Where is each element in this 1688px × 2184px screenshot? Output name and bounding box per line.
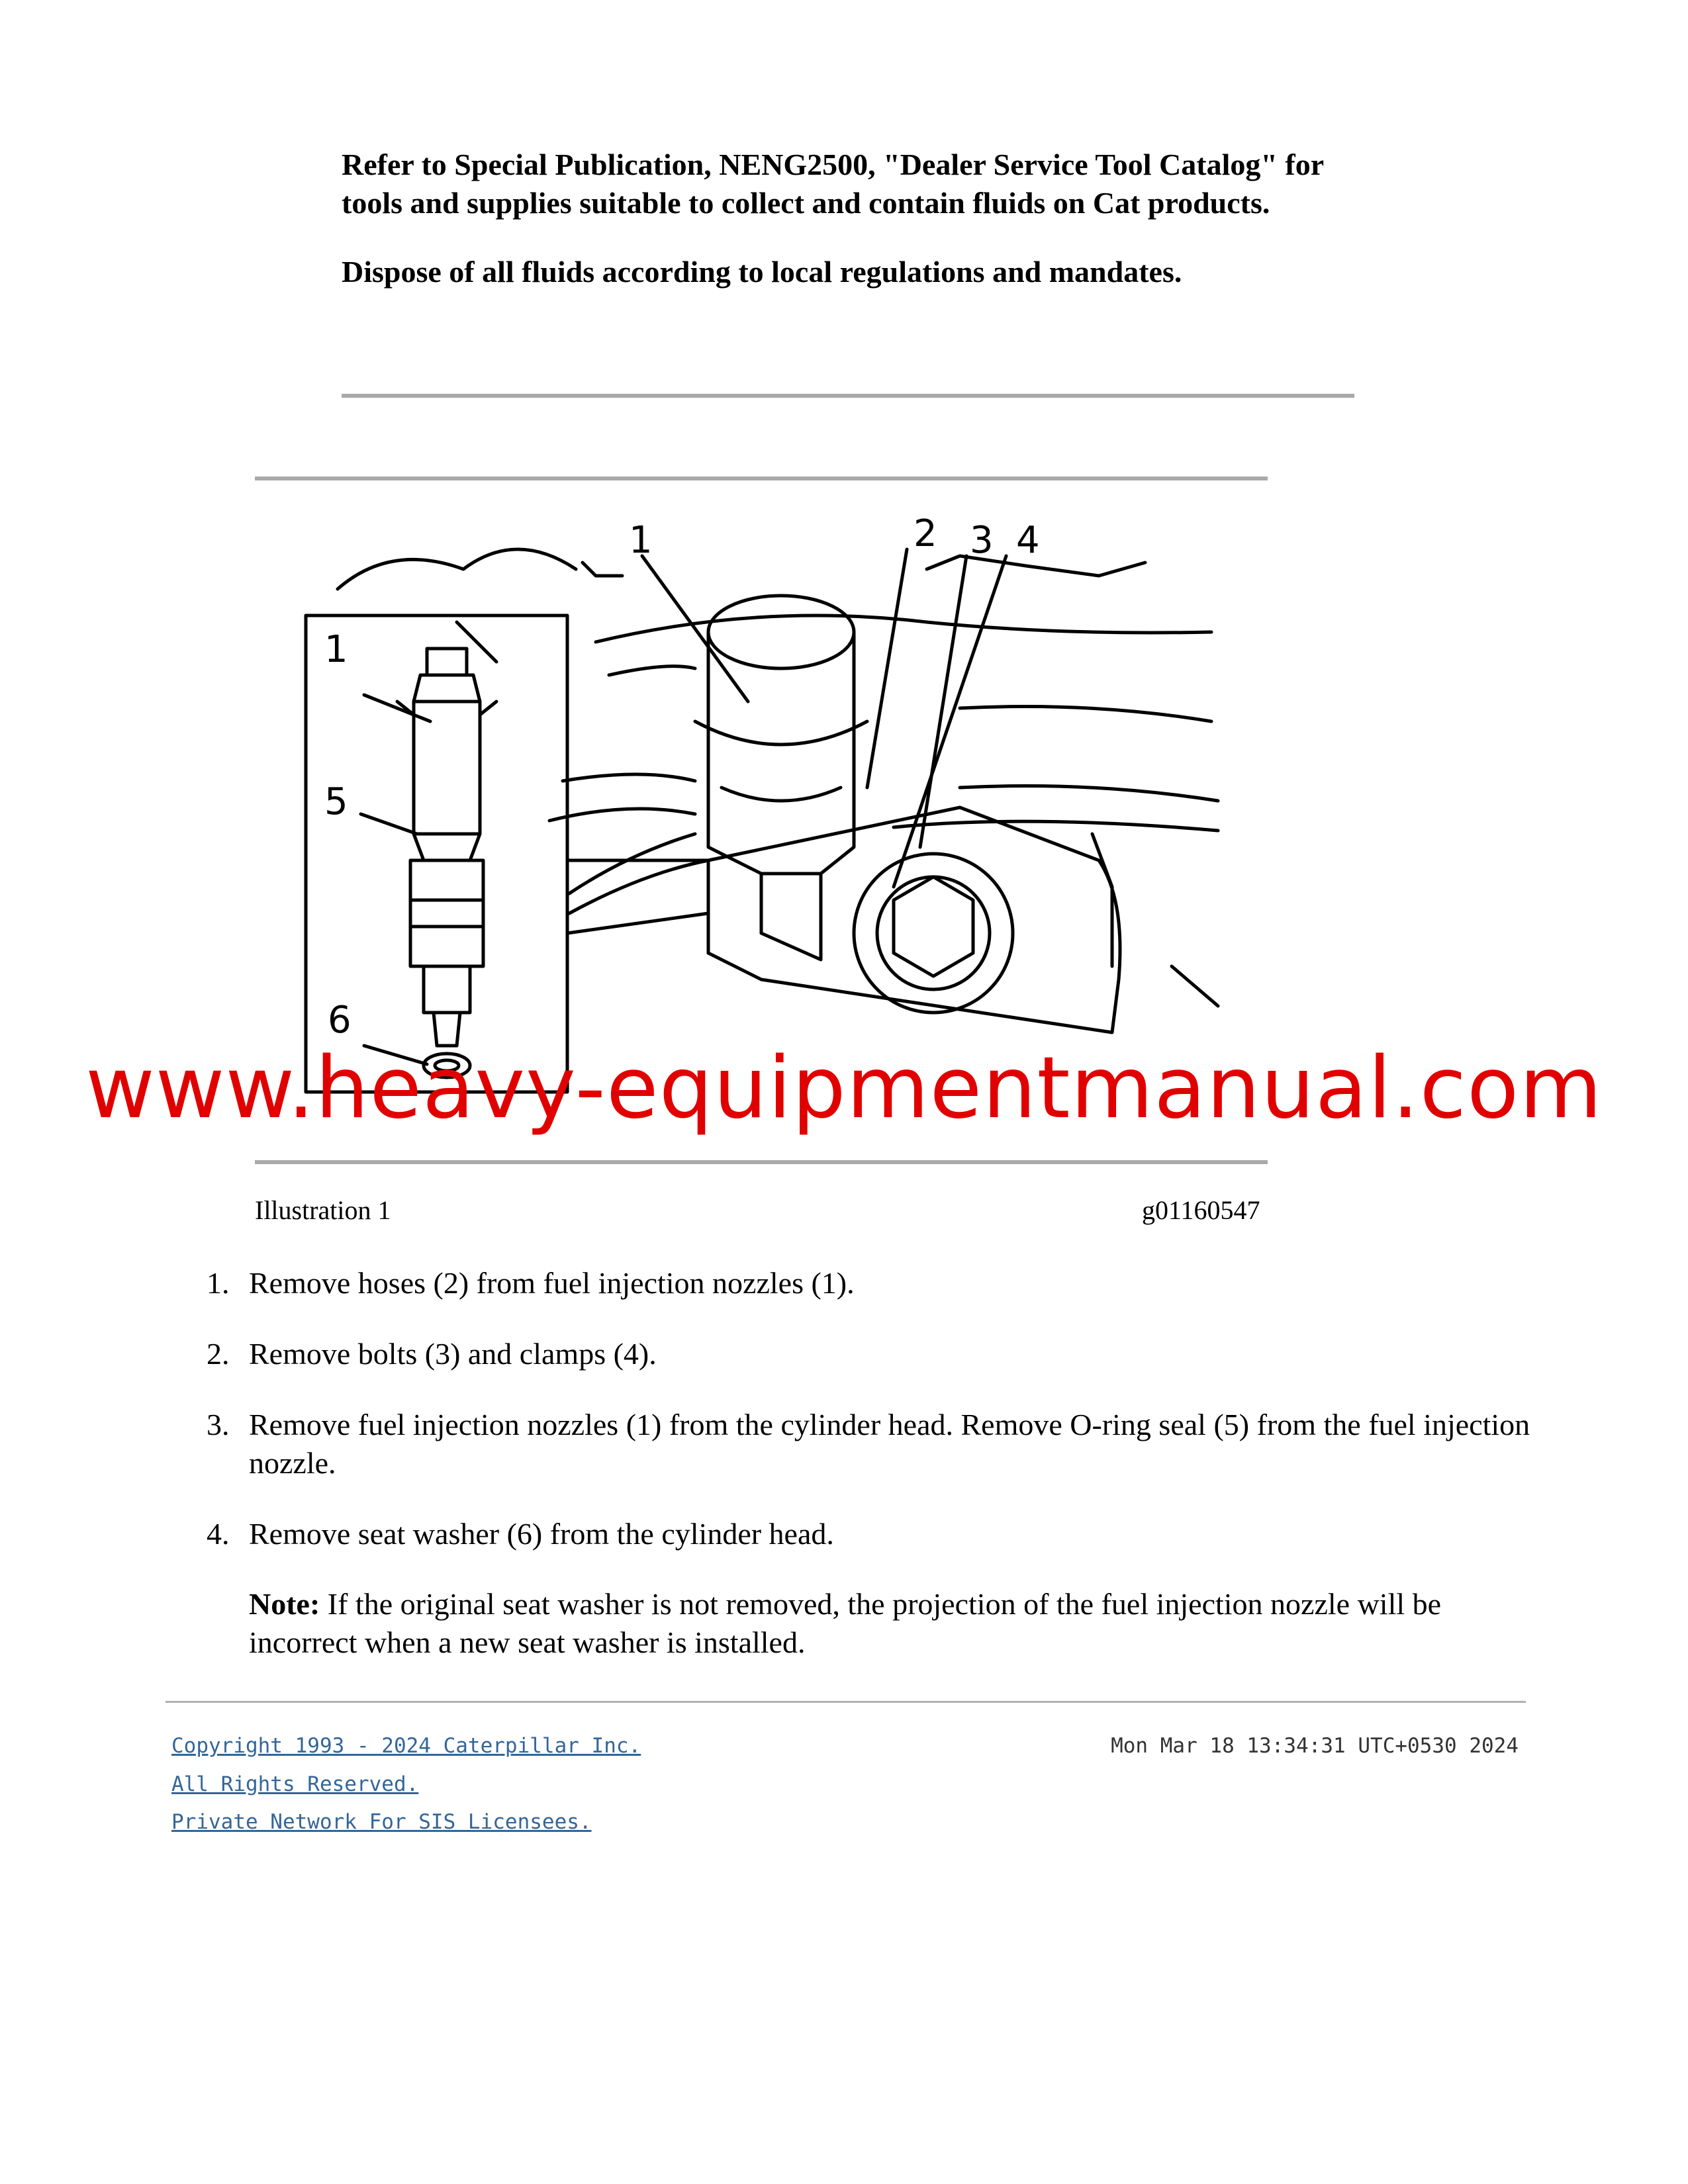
step-number: 1. <box>207 1266 230 1300</box>
callout-3: 3 <box>970 519 994 562</box>
step-number: 3. <box>207 1408 230 1441</box>
callout-1: 1 <box>629 519 653 562</box>
watermark: www.heavy-equipmentmanual.com <box>85 1039 1603 1138</box>
note-text: If the original seat washer is not removed, the projection of the fuel injection nozzle will be incorrect when a new seat washer is installed. <box>249 1587 1442 1659</box>
step-item <box>199 1335 1536 1373</box>
rights-link[interactable]: All Rights Reserved. <box>171 1772 419 1796</box>
inset-callout-6: 6 <box>328 999 352 1042</box>
figure-top-border <box>255 477 1268 480</box>
step-number: 4. <box>207 1517 230 1551</box>
step-number: 2. <box>207 1337 230 1371</box>
step-item <box>199 1406 1536 1482</box>
inset-callout-1: 1 <box>324 628 348 671</box>
step-item <box>199 1515 1536 1553</box>
caution-paragraph-tools: Refer to Special Publication, NENG2500, "Dealer Service Tool Catalog" for tools and supplies suitable to collect and contain fluids on Cat products. <box>342 148 1324 220</box>
note-paragraph <box>249 1585 1536 1662</box>
timestamp: Mon Mar 18 13:34:31 UTC+0530 2024 <box>1111 1734 1519 1758</box>
caution-block <box>342 146 1354 291</box>
section-divider <box>342 394 1354 398</box>
illustration-id: g01160547 <box>1142 1195 1260 1225</box>
copyright-link[interactable]: Copyright 1993 - 2024 Caterpillar Inc. <box>171 1734 641 1758</box>
note-label: Note: <box>249 1587 320 1621</box>
step-text: Remove fuel injection nozzles (1) from the cylinder head. Remove O-ring seal (5) from the fuel injection nozzle. <box>249 1408 1530 1480</box>
figure-bottom-border <box>255 1160 1268 1164</box>
caution-paragraph-dispose: Dispose of all fluids according to local regulations and mandates. <box>342 255 1182 289</box>
procedure-steps <box>199 1264 1536 1586</box>
step-item <box>199 1264 1536 1302</box>
step-text: Remove hoses (2) from fuel injection nozzles (1). <box>249 1266 855 1300</box>
callout-2: 2 <box>914 512 937 555</box>
callout-4: 4 <box>1016 519 1040 562</box>
step-text: Remove bolts (3) and clamps (4). <box>249 1337 657 1371</box>
footer-divider <box>165 1701 1526 1703</box>
step-text: Remove seat washer (6) from the cylinder head. <box>249 1517 834 1551</box>
illustration-caption: Illustration 1 <box>255 1195 391 1225</box>
inset-callout-5: 5 <box>324 780 348 823</box>
private-network-link[interactable]: Private Network For SIS Licensees. <box>171 1810 592 1834</box>
